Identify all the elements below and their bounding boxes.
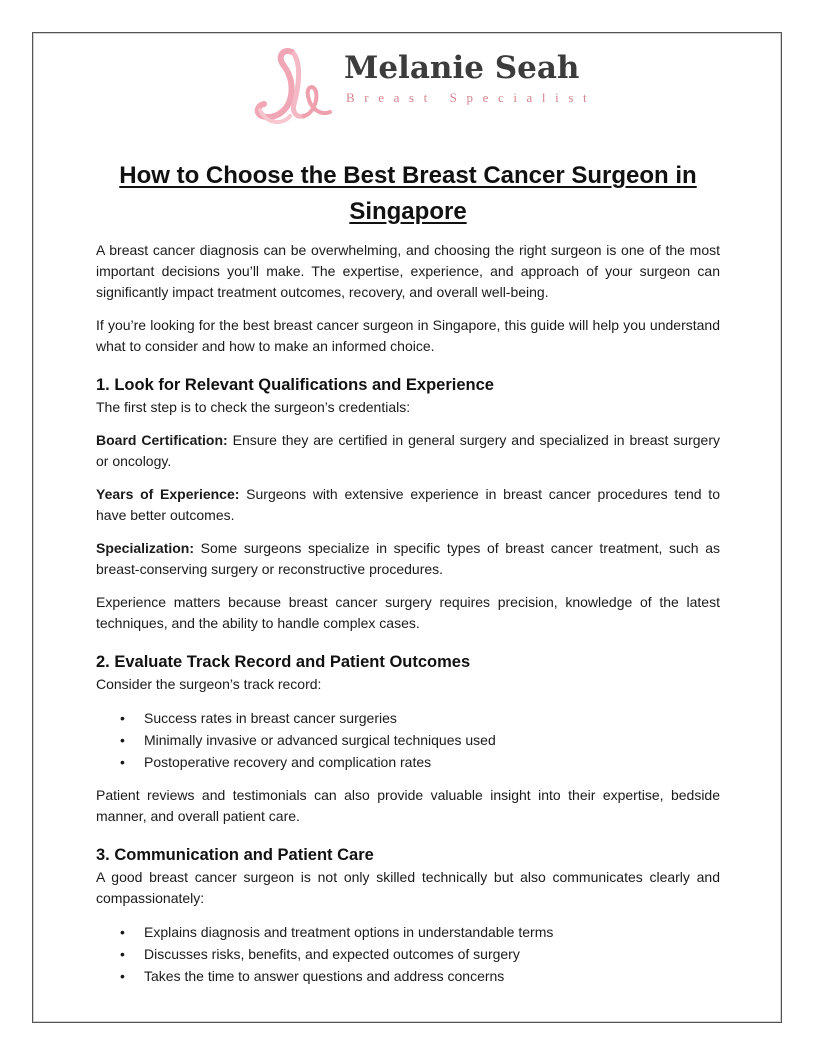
bullet-icon: • (120, 924, 125, 940)
term-label: Specialization: (96, 540, 195, 556)
bullet-icon: • (120, 710, 125, 726)
section-1-item-specialization (96, 538, 720, 580)
section-2-lead: Consider the surgeon’s track record: (96, 676, 322, 692)
list-item: • Minimally invasive or advanced surgical techniques used (144, 729, 720, 751)
bullet-icon: • (120, 968, 125, 984)
section-1-lead: The first step is to check the surgeon’s credentials: (96, 399, 411, 415)
logo-tagline: Breast Specialist (346, 90, 597, 105)
section-2-list (96, 707, 720, 773)
term-label: Years of Experience: (96, 486, 240, 502)
list-item: • Postoperative recovery and complication rates (144, 751, 720, 773)
section-2-heading: 2. Evaluate Track Record and Patient Outcomes (96, 653, 471, 671)
term-text: Ensure they are certified in general surgery and specialized in breast surgery or oncology. (96, 432, 720, 469)
term-label: Board Certification: (96, 432, 228, 448)
logo (254, 46, 597, 130)
list-item: • Success rates in breast cancer surgeries (144, 707, 720, 729)
section-3-lead: A good breast cancer surgeon is not only skilled technically but also communicates clearly and compassionately: (96, 869, 720, 906)
page-title: How to Choose the Best Breast Cancer Surgeon in Singapore (119, 162, 697, 225)
section-2-closing: Patient reviews and testimonials can also provide valuable insight into their expertise, bedside manner, and overall patient care. (96, 787, 720, 824)
term-text: Some surgeons specialize in specific types of breast cancer treatment, such as breast-conserving surgery or reconstructive procedures. (96, 540, 720, 577)
bullet-icon: • (120, 946, 125, 962)
section-1-item-years-experience (96, 484, 720, 526)
intro-paragraph-2: If you’re looking for the best breast cancer surgeon in Singapore, this guide will help you understand what to consider and how to make an informed choice. (96, 317, 720, 354)
section-1-heading: 1. Look for Relevant Qualifications and Experience (96, 376, 494, 394)
section-3-heading: 3. Communication and Patient Care (96, 846, 374, 864)
section-1-item-board-certification (96, 430, 720, 472)
list-item: • Discusses risks, benefits, and expected outcomes of surgery (144, 943, 720, 965)
section-1-closing: Experience matters because breast cancer surgery requires precision, knowledge of the latest techniques, and the ability to handle complex cases. (96, 594, 720, 631)
bullet-icon: • (120, 754, 125, 770)
pink-ribbon-monogram-icon (254, 46, 344, 130)
logo-name: Melanie Seah (344, 50, 580, 86)
bullet-icon: • (120, 732, 125, 748)
section-3-list (96, 921, 720, 987)
intro-paragraph-1: A breast cancer diagnosis can be overwhelming, and choosing the right surgeon is one of the most important decisions you’ll make. The expertise, experience, and approach of your surgeon can significantly impact treatment outcomes, recovery, and overall well-being. (96, 242, 720, 300)
document-body (96, 158, 720, 999)
list-item: • Takes the time to answer questions and address concerns (144, 965, 720, 987)
term-text: Surgeons with extensive experience in breast cancer procedures tend to have better outcomes. (96, 486, 720, 523)
list-item: • Explains diagnosis and treatment options in understandable terms (144, 921, 720, 943)
